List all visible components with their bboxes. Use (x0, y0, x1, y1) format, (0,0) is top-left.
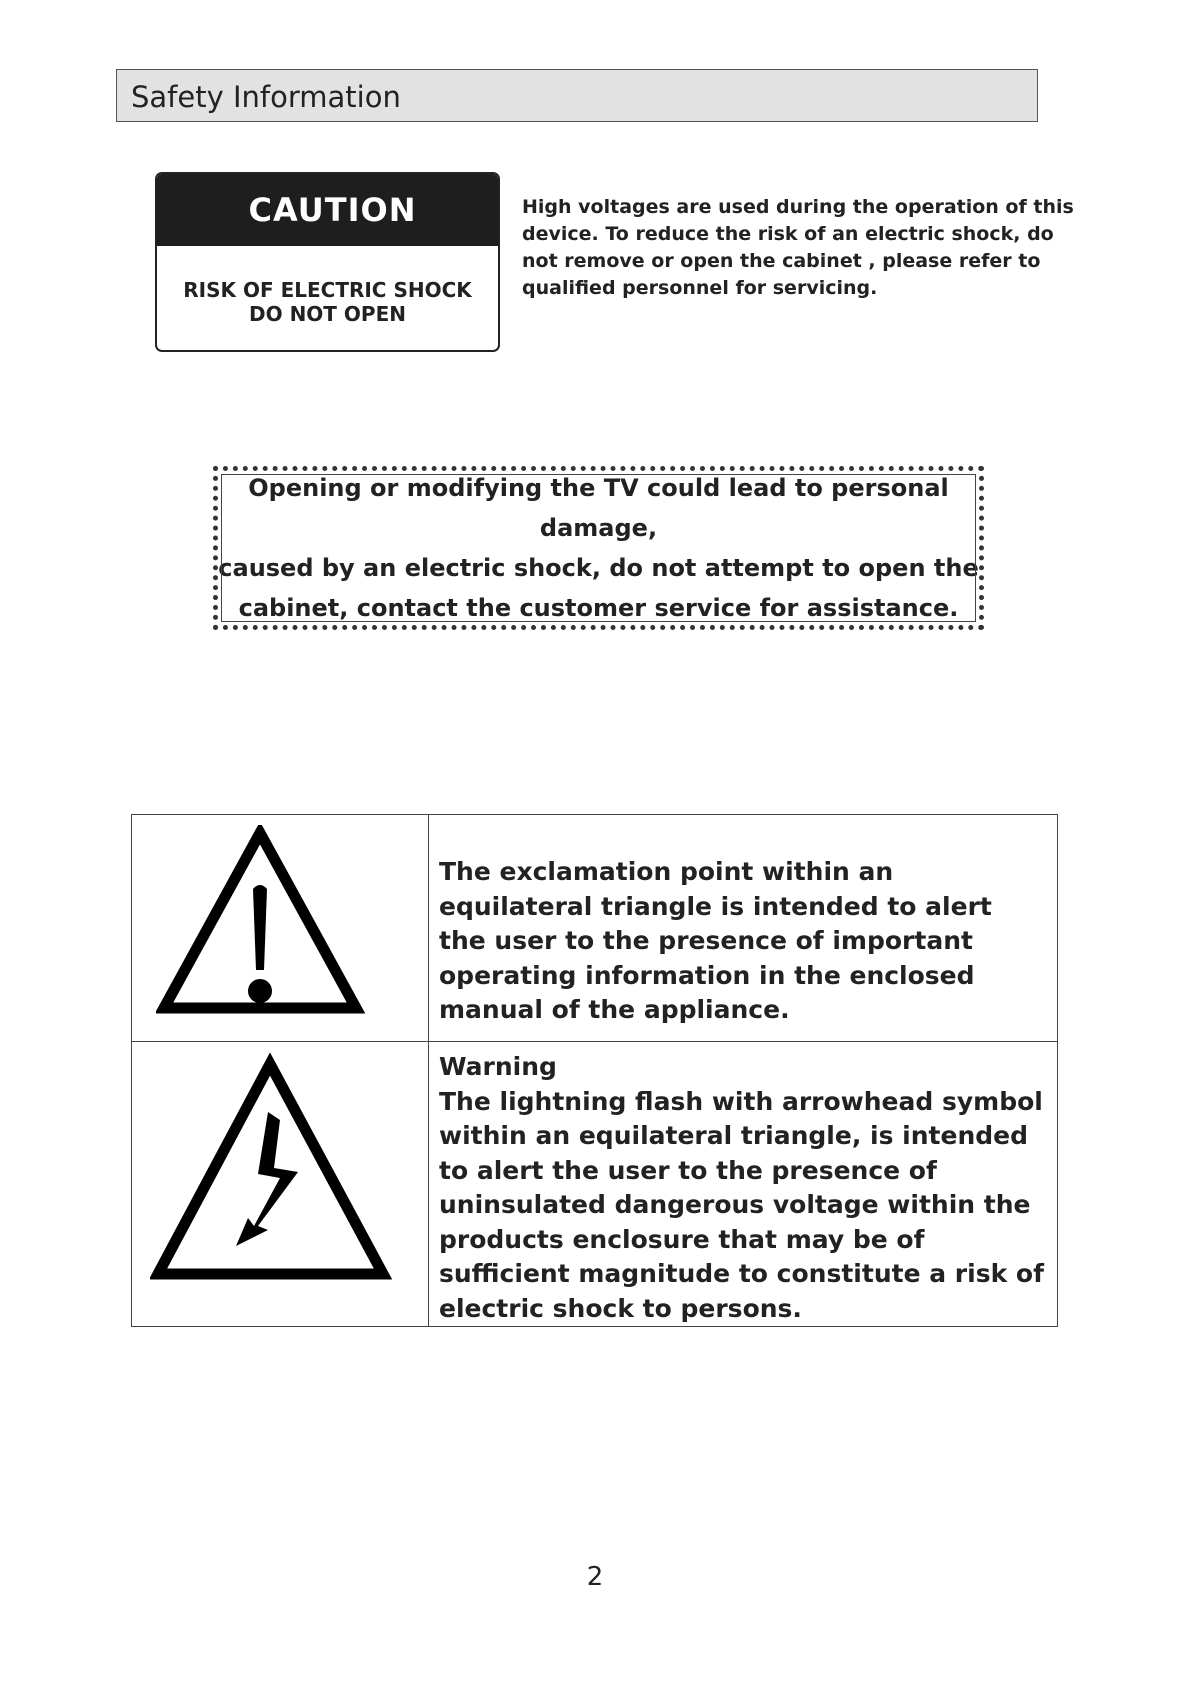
exclamation-triangle-icon (156, 825, 376, 1025)
symbol-text-cell (429, 1042, 1058, 1327)
lightning-description: The lightning flash with arrowhead symbol within an equilateral triangle, is intended to alert the user to the presence of uninsulated dangerous voltage within the products enclosure that may be of sufficient magnitude to constitute a risk of electric shock to persons. (439, 1086, 1044, 1323)
warning-line1: Opening or modifying the TV could lead to personal damage, (248, 474, 949, 542)
table-row (132, 1042, 1058, 1327)
symbol-icon-cell (132, 815, 429, 1042)
lightning-heading: Warning (439, 1052, 557, 1081)
section-title: Safety Information (131, 80, 401, 114)
caution-description: High voltages are used during the operation of this device. To reduce the risk of an electric shock, do not remove or open the cabinet , please refer to qualified personnel for servicing. (522, 196, 1074, 299)
symbol-table (131, 814, 1058, 1327)
exclamation-description: The exclamation point within an equilateral triangle is intended to alert the user to the presence of important operating information in the enclosed manual of the appliance. (439, 857, 992, 1024)
caution-sign-line1: RISK OF ELECTRIC SHOCK (183, 278, 472, 302)
caution-sign-title: CAUTION (157, 174, 498, 246)
table-row (132, 815, 1058, 1042)
caution-sign-subtitle (157, 278, 498, 326)
warning-line2: caused by an electric shock, do not attempt to open the (218, 554, 979, 582)
warning-line3: cabinet, contact the customer service for assistance. (238, 594, 959, 622)
caution-sign-line2: DO NOT OPEN (249, 302, 406, 326)
caution-sign (155, 172, 500, 352)
section-header (116, 69, 1038, 122)
warning-box (213, 466, 984, 630)
symbol-icon-cell (132, 1042, 429, 1327)
warning-box-text (218, 468, 979, 628)
lightning-triangle-icon (150, 1050, 400, 1290)
symbol-text-cell (429, 815, 1058, 1042)
page-number: 2 (586, 1562, 604, 1592)
